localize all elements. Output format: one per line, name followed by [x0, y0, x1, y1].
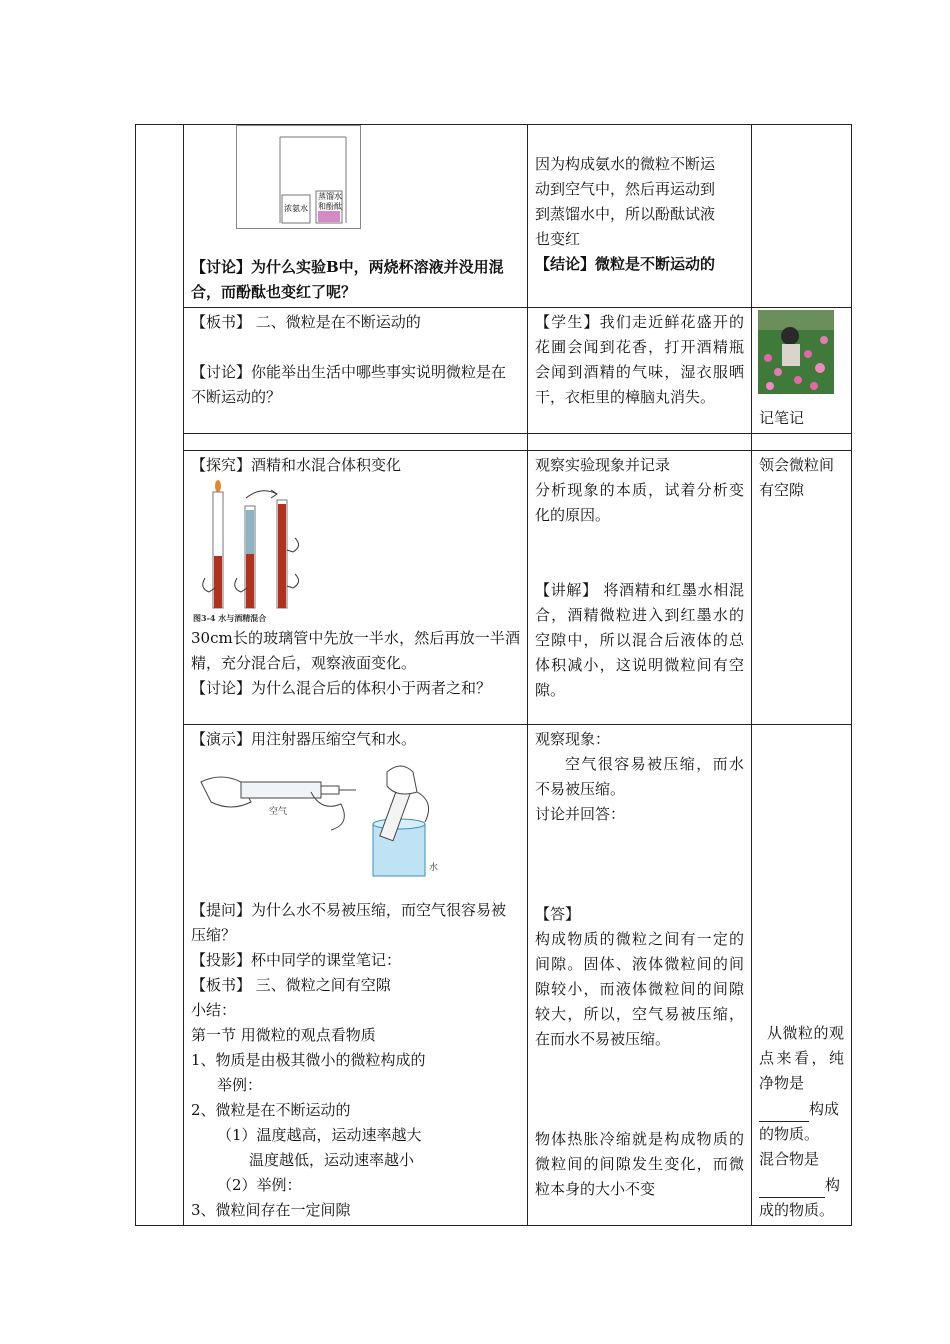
board-discussion-cell	[184, 308, 528, 434]
answer-blank[interactable]	[759, 1172, 825, 1198]
discussion-b: 【讨论】为什么实验B中，两烧杯溶液并没用混合，而酚酞也变红了呢？	[191, 258, 504, 301]
board-gap: 【板书】 三、微粒之间有空隙	[191, 976, 391, 994]
demo-heading: 【演示】用注射器压缩空气和水。	[191, 730, 417, 748]
student-examples: 【学生】我们走近鲜花盛开的花圃会闻到花香，打开酒精瓶会闻到酒精的气味，湿衣服晒干，衣柜里的樟脑丸消失。	[528, 308, 752, 434]
summary-point: 温度越低，运动速率越小	[249, 1151, 415, 1169]
observe-cell	[528, 451, 752, 725]
ammonia-label: 浓氨水	[284, 204, 308, 213]
table-row	[136, 434, 852, 451]
procedure-text: 30cm长的玻璃管中先放一半水，然后再放一半酒精，充分混合后，观察液面变化。	[191, 629, 520, 672]
observe-record: 观察实验现象并记录	[535, 456, 671, 474]
section-title: 第一节 用微粒的观点看物质	[191, 1026, 376, 1044]
empty-cell	[752, 125, 852, 308]
expansion-text: 物体热胀冷缩就是构成物质的微粒间的间隙发生变化，而微粒本身的大小不变	[535, 1130, 744, 1198]
analyze-text: 分析现象的本质，试着分析变化的原因。	[535, 481, 744, 524]
fill-blank-cell	[752, 725, 852, 1226]
board-heading: 【板书】 二、微粒是在不断运动的	[191, 313, 421, 331]
pure-substance-end: 构成的物质。	[759, 1100, 840, 1143]
answer-cell	[528, 725, 752, 1226]
water-label: 蒸馏水	[318, 192, 342, 201]
table-row	[136, 125, 852, 308]
summary-point: 1、物质是由极其微小的微粒构成的	[191, 1051, 426, 1069]
discussion-life: 【讨论】你能举出生活中哪些事实说明微粒是在不断运动的？	[191, 363, 507, 406]
syringe-figure	[191, 752, 520, 898]
tube-figure	[191, 478, 520, 626]
syringe-diagram	[191, 752, 471, 892]
explore-cell	[184, 451, 528, 725]
summary-point: （1）温度越高，运动速率越大	[217, 1126, 422, 1144]
summary-point: （2）举例：	[217, 1176, 302, 1194]
table-row	[136, 451, 852, 725]
observe-title: 观察现象：	[535, 730, 611, 748]
summary-point: 2、微粒是在不断运动的	[191, 1101, 351, 1119]
discuss-answer: 讨论并回答：	[535, 805, 626, 823]
beaker-figure	[184, 125, 527, 253]
student-line: 动到空气中，然后再运动到	[535, 180, 716, 198]
conclusion: 【结论】微粒是不断运动的	[535, 255, 716, 273]
explore-heading: 【探究】酒精和水混合体积变化	[191, 456, 402, 474]
student-line: 到蒸馏水中，所以酚酞试液	[535, 205, 716, 223]
explain-text: 【讲解】 将酒精和红墨水相混合，酒精微粒进入到红墨水的空隙中，所以混合后液体的总体积减小，这说明微粒间有空隙。	[535, 581, 744, 699]
student-line: 也变红	[535, 230, 581, 248]
mixture-text: 混合物是	[759, 1150, 820, 1168]
answer-blank[interactable]	[759, 1096, 809, 1122]
summary-title: 小结：	[191, 1001, 237, 1019]
flower-photo	[758, 310, 834, 394]
pure-substance-text: 从微粒的观点来看，纯净物是	[759, 1024, 844, 1092]
discussion-volume: 【讨论】为什么混合后的体积小于两者之和？	[191, 679, 492, 697]
air-label: 空气	[269, 807, 288, 817]
table-row	[136, 308, 852, 434]
student-line: 因为构成氨水的微粒不断运	[535, 155, 716, 173]
answer-tag: 【答】	[535, 905, 581, 923]
take-notes: 记笔记	[759, 409, 805, 427]
table-row	[136, 725, 852, 1226]
summary-point: 3、微粒间存在一定间隙	[191, 1201, 351, 1219]
demo-cell	[184, 725, 528, 1226]
left-margin-cell	[136, 125, 184, 1226]
student-answer-cell	[528, 125, 752, 308]
figure-caption: 图3-4 水与酒精混合	[193, 613, 267, 623]
observe-text: 空气很容易被压缩，而水不易被压缩。	[535, 755, 744, 798]
projection-text: 【投影】杯中同学的课堂笔记：	[191, 951, 402, 969]
water-label: 水	[429, 863, 439, 873]
photo-note-cell	[752, 308, 852, 434]
answer-text: 构成物质的微粒之间有一定的间隙。固体、液体微粒间的间隙较小，而液体微粒间的间隙较大，所以，空气易被压缩，在而水不易被压缩。	[535, 930, 744, 1048]
lesson-plan-table	[135, 124, 852, 1226]
mixture-end: 构成的物质。	[759, 1176, 841, 1219]
question-text: 【提问】为什么水不易被压缩，而空气很容易被压缩？	[191, 901, 507, 944]
understand-gap-note: 领会微粒间有空隙	[752, 451, 852, 725]
alcohol-water-diagram	[191, 478, 311, 624]
experiment-b-cell	[184, 125, 528, 308]
phenol-label: 和酚酞	[318, 202, 342, 211]
summary-point: 举例：	[217, 1076, 263, 1094]
beaker-experiment-diagram	[236, 125, 366, 231]
